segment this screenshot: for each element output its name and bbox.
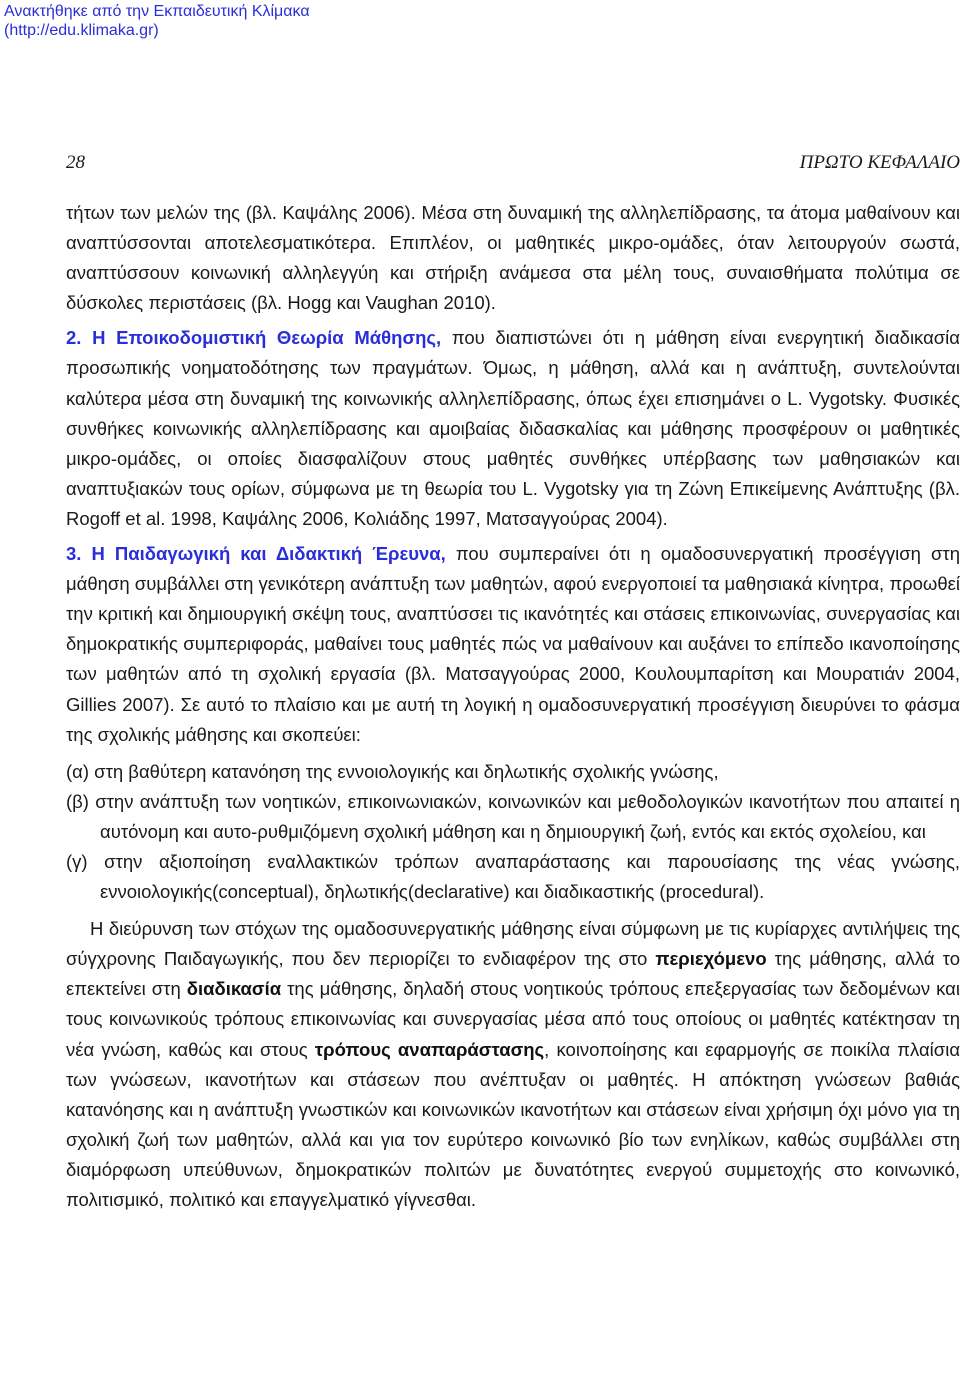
paragraph-4-part-a: Η διεύρυνση των στόχων της ομαδοσυνεργατικής μάθησης είναι σύμφωνη με τις κυρίαρχες αντιλήψεις της σύγχρονης Παιδαγωγικής, που δεν περιορίζει το ενδιαφέρον της στο	[66, 918, 960, 970]
source-watermark	[0, 0, 338, 42]
point-text-2: που διαπιστώνει ότι η μάθηση είναι ενεργητική διαδικασία προσωπικής νοηματοδότησης των πραγμάτων. Όμως, η μάθηση, αλλά και η ανάπτυξη, συντελούνται καλύτερα μέσα στη δυναμική της κοινωνικής αλληλεπίδρασης, όπως έχει επισημάνει ο L. Vygotsky. Φυσικές συνθήκες κοινωνικής αλληλεπίδρασης και αμοιβαίας διδασκαλίας και μάθησης προσφέρουν οι μαθητικές μικρο-ομάδες, οι οποίες διασφαλίζουν στους μαθητές συνθήκες υπέρβασης των μαθησιακών και αναπτυξιακών τους ορίων, σύμφωνα με τη θεωρία του L. Vygotsky για τη Ζώνη Επικείμενης Ανάπτυξης (βλ. Rogoff et al. 1998, Καψάλης 2006, Κολιάδης 1997, Ματσαγγούρας 2004).	[66, 327, 960, 529]
emphasis-process: διαδικασία	[186, 978, 282, 1000]
paragraph-3	[66, 539, 960, 750]
body-text	[66, 198, 960, 1215]
emphasis-content: περιεχόμενο	[655, 948, 767, 970]
paragraph-4-part-c: της μάθησης, αλλά το επεκτείνει στη	[66, 948, 960, 1000]
watermark-line-1: Ανακτήθηκε από την Εκπαιδευτική Κλίμακα	[4, 3, 310, 20]
list-item: (γ) στην αξιοποίηση εναλλακτικών τρόπων αναπαράστασης και παρουσίασης της νέας γνώσης, εννοιολογικής(conceptual), δηλωτικής(declarative) και διαδικαστικής (procedural).	[66, 850, 960, 903]
aims-list	[66, 757, 960, 907]
paragraph-4-part-e: , κοινοποίησης και εφαρμογής σε ποικίλα πλαίσια των γνώσεων, ικανοτήτων και στάσεων που ανέπτυξαν οι μαθητές. Η απόκτηση γνώσεων βαθιάς κατανόησης και η ανάπτυξη γνωστικών και κοινωνικών ικανοτήτων και στάσεων είναι χρήσιμη όχι μόνο για τη σχολική ζωή των μαθητών, αλλά και για τον ευρύτερο κοινωνικό βίο των ενηλίκων, καθώς συμβάλλει στη διαμόρφωση υπεύθυνων, δημοκρατικών πολιτών με δυνατότητες ενεργού συμμετοχής στο κοινωνικό, πολιτισμικό, πολιτικό και επαγγελματικό γίγνεσθαι.	[66, 1038, 960, 1210]
point-text-3: που συμπεραίνει ότι η ομαδοσυνεργατική προσέγγιση στη μάθηση συμβάλλει στη γενικότερη ανάπτυξη των μαθητών, αφού ενεργοποιεί τα μαθησιακά κίνητρα, προωθεί την κριτική και δημιουργική σκέψη τους, αναπτύσσει τις ικανότητές και στάσεις επικοινωνίας, συνεργασίας και δημοκρατικής συμπεριφοράς, μαθαίνει τους μαθητές πώς να μαθαίνουν και αυξάνει το επίπεδο ικανοποίησης των μαθητών από τη σχολική εργασία (βλ. Ματσαγγούρας 2000, Κουλουμπαρίτση και Μουρατιάν 2004, Gillies 2007). Σε αυτό το πλαίσιο και με αυτή τη λογική η ομαδοσυνεργατική προσέγγιση διευρύνει το φάσμα της σχολικής μάθησης και σκοπεύει:	[66, 543, 960, 745]
running-header	[66, 152, 960, 176]
paragraph-4	[66, 914, 960, 1215]
paragraph-2	[66, 323, 960, 534]
chapter-title: ΠΡΩΤΟ ΚΕΦΑΛΑΙΟ	[799, 152, 960, 173]
paragraph-1: τήτων των μελών της (βλ. Καψάλης 2006). Μέσα στη δυναμική της αλληλεπίδρασης, τα άτομα μαθαίνουν και αναπτύσσονται αποτελεσματικότερα. Επιπλέον, οι μαθητικές μικρο-ομάδες, όταν λειτουργούν σωστά, αναπτύσσουν κοινωνική αλληλεγγύη και στήριξη ανάμεσα στα μέλη τους, συναισθήματα πολύτιμα σε δύσκολες περιστάσεις (βλ. Hogg και Vaughan 2010).	[66, 202, 960, 314]
point-number-2: 2.	[66, 327, 82, 349]
paragraph-4-part-d: της μάθησης, δηλαδή στους νοητικούς τρόπους επεξεργασίας των δεδομένων και τους κοινωνικούς τρόπους επικοινωνίας και συνεργασίας μέσα από τους οποίους οι μαθητές κατέκτησαν τη νέα γνώση, καθώς και στους	[66, 978, 960, 1060]
page-number: 28	[66, 152, 85, 173]
watermark-line-2: (http://edu.klimaka.gr)	[4, 22, 159, 39]
point-title-2: Η Εποικοδομιστική Θεωρία Μάθησης,	[92, 327, 442, 349]
point-title-3: Η Παιδαγωγική και Διδακτική Έρευνα,	[91, 543, 446, 565]
emphasis-representation: τρόπους αναπαράστασης	[314, 1038, 545, 1060]
list-item: (α) στη βαθύτερη κατανόηση της εννοιολογικής και δηλωτικής σχολικής γνώσης,	[66, 760, 719, 782]
list-item: (β) στην ανάπτυξη των νοητικών, επικοινωνιακών, κοινωνικών και μεθοδολογικών ικανοτήτων που απαιτεί η αυτόνομη και αυτο-ρυθμιζόμενη σχολική μάθηση και η δημιουργική ζωή, εντός και εκτός σχολείου, και	[66, 790, 960, 842]
point-number-3: 3.	[66, 543, 82, 565]
